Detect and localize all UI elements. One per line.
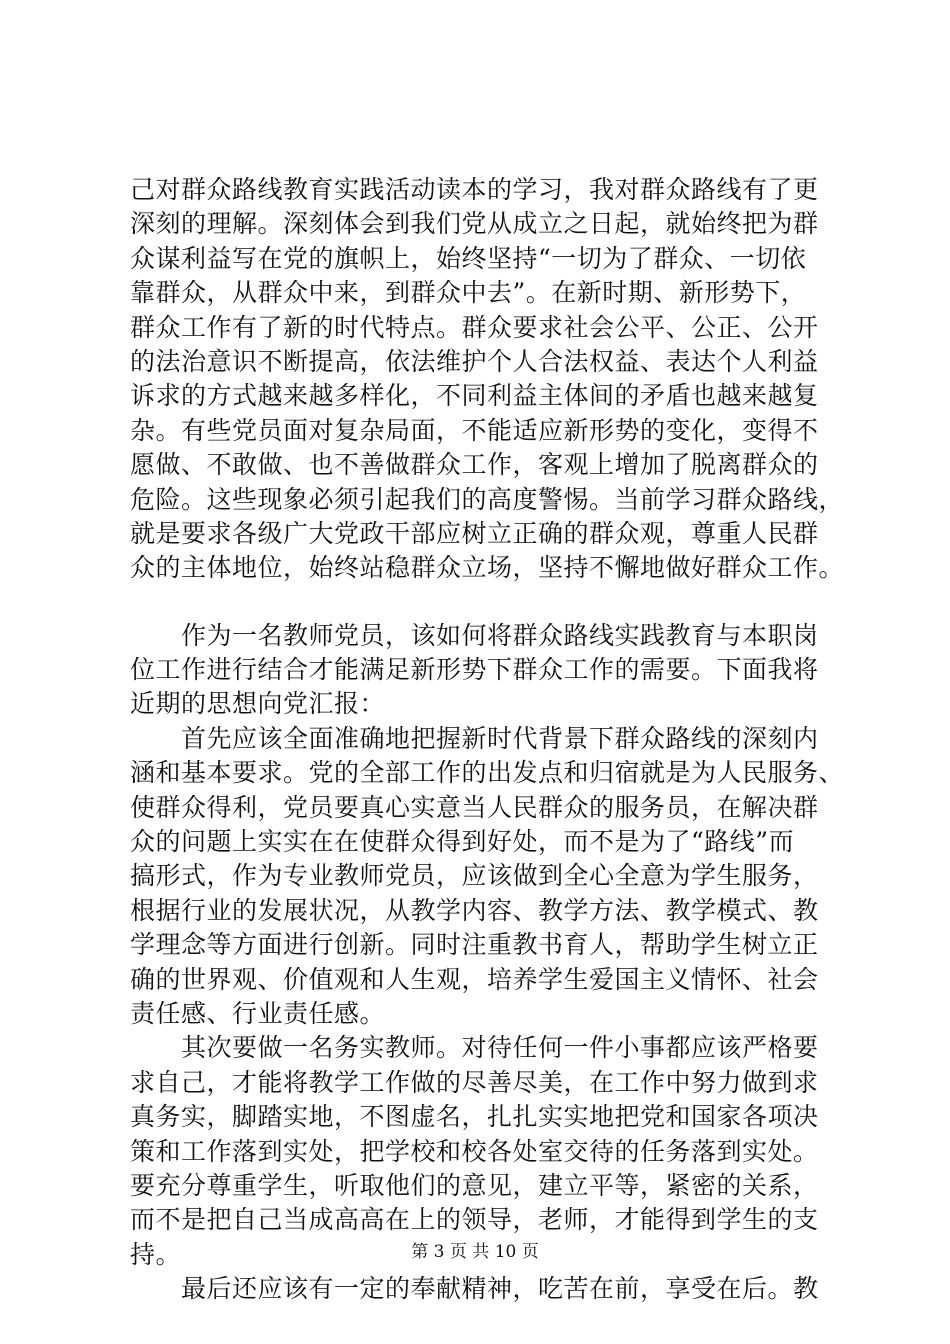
text-line: 己对群众路线教育实践活动读本的学习，我对群众路线有了更 (130, 175, 819, 204)
text-line: 而不是把自己当成高高在上的领导，老师，才能得到学生的支 (130, 1205, 819, 1235)
text-line: 众的问题上实实在在使群众得到好处，而不是为了“路线”而 (130, 827, 795, 857)
text-line: 涵和基本要求。党的全部工作的出发点和归宿就是为人民服务、 (130, 758, 845, 788)
text-line: 确的世界观、价值观和人生观，培养学生爱国主义情怀、社会 (130, 964, 819, 994)
text-line: 搞形式，作为专业教师党员，应该做到全心全意为学生服务， (130, 861, 819, 891)
text-line: 深刻的理解。深刻体会到我们党从成立之日起，就始终把为群 (130, 209, 819, 239)
text-line: 真务实，脚踏实地，不图虚名，扎扎实实地把党和国家各项决 (130, 1102, 819, 1132)
text-line: 杂。有些党员面对复杂局面，不能适应新形势的变化，变得不 (130, 415, 819, 445)
text-line: 近期的思想向党汇报： (130, 689, 386, 719)
text-line: 求自己，才能将教学工作做的尽善尽美，在工作中努力做到求 (130, 1067, 819, 1097)
text-line: 学理念等方面进行创新。同时注重教书育人，帮助学生树立正 (130, 930, 819, 960)
text-line: 作为一名教师党员，该如何将群众路线实践教育与本职岗 (130, 620, 819, 650)
text-line: 众的主体地位，始终站稳群众立场，坚持不懈地做好群众工作。 (130, 553, 845, 583)
text-line: 要充分尊重学生，听取他们的意见，建立平等，紧密的关系， (130, 1170, 819, 1200)
paragraph-gap (130, 586, 830, 619)
text-line: 使群众得利，党员要真心实意当人民群众的服务员，在解决群 (130, 792, 819, 822)
text-line: 愿做、不敢做、也不善做群众工作，客观上增加了脱离群众的 (130, 450, 819, 480)
document-body (130, 173, 845, 1307)
text-line: 策和工作落到实处，把学校和校各处室交待的任务落到实处。 (130, 1136, 819, 1166)
text-line: 靠群众，从群众中来，到群众中去”。在新时期、新形势下， (130, 278, 807, 308)
text-line: 众谋利益写在党的旗帜上，始终坚持“一切为了群众、一切依 (130, 243, 807, 273)
paragraph-2 (130, 619, 845, 1307)
text-line: 首先应该全面准确地把握新时代背景下群众路线的深刻内 (130, 723, 819, 753)
text-line: 诉求的方式越来越多样化，不同利益主体间的矛盾也越来越复 (130, 381, 819, 411)
text-line: 责任感、行业责任感。 (130, 998, 386, 1028)
text-line: 的法治意识不断提高，依法维护个人合法权益、表达个人利益 (130, 346, 819, 376)
text-line: 群众工作有了新的时代特点。群众要求社会公平、公正、公开 (130, 312, 819, 342)
page-number-footer: 第 3 页 共 10 页 (411, 1242, 539, 1262)
text-line: 最后还应该有一定的奉献精神，吃苦在前，享受在后。教 (130, 1274, 819, 1304)
text-line: 根据行业的发展状况，从教学内容、教学方法、教学模式、教 (130, 895, 819, 925)
paragraph-1 (130, 173, 845, 586)
text-line: 其次要做一名务实教师。对待任何一件小事都应该严格要 (130, 1033, 819, 1063)
text-line: 危险。这些现象必须引起我们的高度警惕。当前学习群众路线， (130, 484, 845, 514)
text-line: 位工作进行结合才能满足新形势下群众工作的需要。下面我将 (130, 655, 819, 685)
text-line: 持。 (130, 1239, 182, 1269)
text-line: 就是要求各级广大党政干部应树立正确的群众观，尊重人民群 (130, 518, 819, 548)
